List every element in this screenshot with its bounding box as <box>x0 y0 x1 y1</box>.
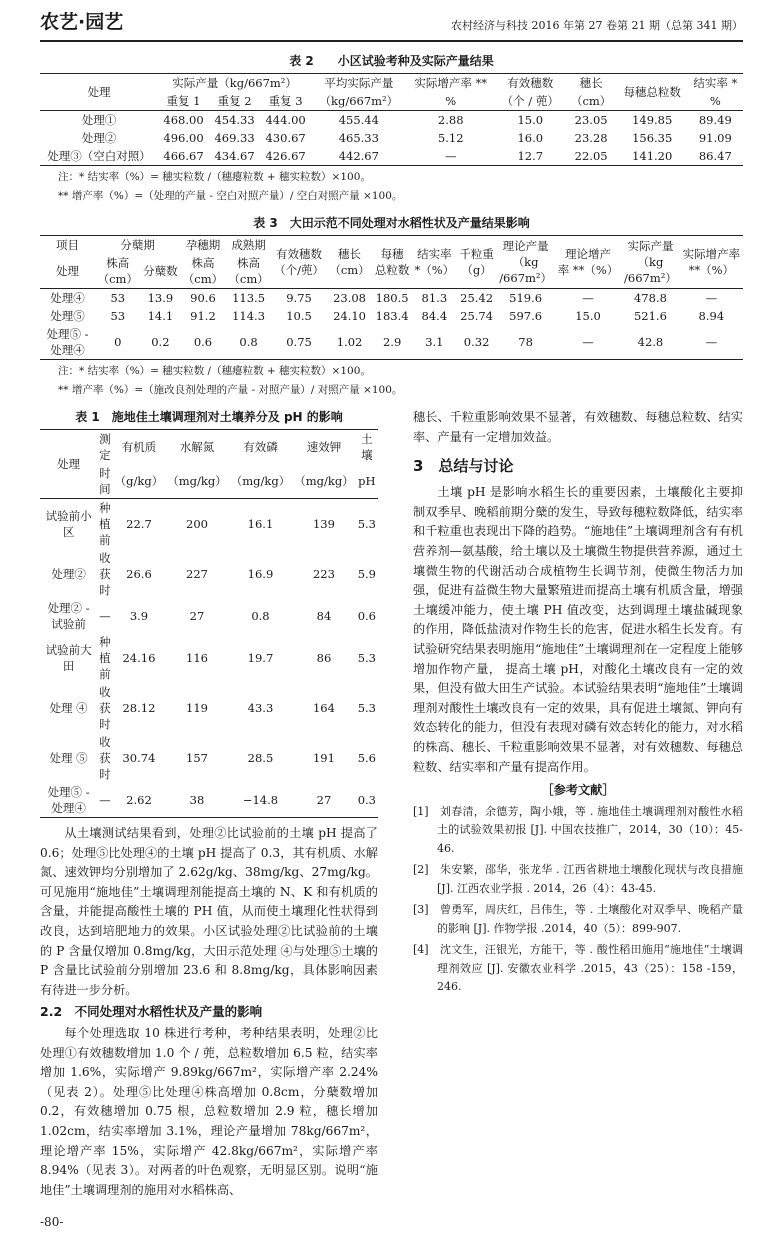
th: 测定 <box>99 432 111 462</box>
references-title: ［参考文献］ <box>541 783 615 798</box>
table-cell: 处理 ④ <box>49 701 88 715</box>
table-cell: 5.6 <box>357 751 376 765</box>
table-cell: 2.88 <box>437 113 464 127</box>
right-column <box>413 404 743 1200</box>
reference-item: [1] 刘春清，余德芳，陶小娥，等 . 施地佳土壤调理剂对酸性水稻土的试验效果初报 [J]. 中国农技推广，2014，30（10）：45-46. <box>413 804 743 855</box>
th: 实际产量（kg/667m²） <box>172 76 297 90</box>
table-cell: 13.9 <box>147 291 174 305</box>
table-cell: 0.3 <box>357 793 376 807</box>
th: 重复 1 <box>166 94 201 108</box>
th: 实际增产率 **（%） <box>682 247 741 277</box>
table-cell: 426.67 <box>265 149 306 163</box>
table-row <box>40 783 378 818</box>
th: 孕穗期 <box>185 238 221 252</box>
table-cell: 15.0 <box>517 113 544 127</box>
table-cell: 119 <box>186 701 208 715</box>
table-cell: 处理⑤ - 处理④ <box>46 327 89 357</box>
paragraph: 从土壤测试结果看到，处理②比试验前的土壤 pH 提高了 0.6；处理⑤比处理④的土壤 pH 提高了 0.3，其有机质、水解氮、速效钾均分别增加了 2.62g/kg、38mg/kg、27mg/kg。可见施用“施地佳”土壤调理剂能提高土壤的 N、K 和有机质的含量，并能提高酸性土壤的 PH 值，从而使土壤理化性状得到改良，达到培肥地力的效果。小区试验处理②比试验前的土壤的 P 含量仅增加 0.8mg/kg，大田示范处理 ④与处理⑤土壤的 P 含量比试验前分别增加 23.6 和 8.8mg/kg，具体影响因素有待进一步分析。 <box>40 826 378 997</box>
table-cell: 191 <box>312 751 335 765</box>
reference-item: [2] 朱安繁，邵华，张龙华 . 江西省耕地土壤酸化现状与改良措施 [J]. 江西农业学报 . 2014，26（4）：43-45. <box>413 863 743 895</box>
th: 平均实际产量 <box>324 76 394 90</box>
table-cell: 469.33 <box>214 131 255 145</box>
th: 株高 （cm） <box>97 256 138 286</box>
table-cell: 0.75 <box>286 335 312 349</box>
table-cell: 43.3 <box>247 701 274 715</box>
table-cell: 27 <box>189 609 205 623</box>
table-cell: 28.12 <box>122 701 156 715</box>
th: （g/kg） <box>114 474 164 488</box>
table-cell: 183.4 <box>375 309 409 323</box>
table-cell: 86 <box>316 651 332 665</box>
table-cell: 收获时 <box>99 735 111 781</box>
table3-note-1: 注：* 结实率（%）= 穗实粒数 /（穗瘪粒数 + 穗实粒数）×100。 <box>58 365 371 377</box>
table-cell: — <box>705 335 718 349</box>
th: 重复 3 <box>268 94 303 108</box>
table-cell: 519.6 <box>509 291 543 305</box>
table-cell: 38 <box>189 793 205 807</box>
table-cell: 24.16 <box>122 651 156 665</box>
th: （mg/kg） <box>167 474 227 488</box>
table-cell: 223 <box>312 567 335 581</box>
table-cell: 53 <box>110 309 126 323</box>
th: 每穗总粒数 <box>623 85 681 99</box>
two-column-body <box>40 404 743 1200</box>
table-cell: 5.3 <box>357 651 376 665</box>
th: 有效穗数 （个/蔸） <box>274 247 324 277</box>
table-row <box>40 633 378 683</box>
th: 重复 2 <box>217 94 252 108</box>
table-cell: 24.10 <box>333 309 366 323</box>
table-cell: 处理② <box>81 131 117 145</box>
th: 分蘖期 <box>120 238 155 252</box>
table-cell: 处理② - 试验前 <box>47 601 90 631</box>
th: （mg/kg） <box>294 474 354 488</box>
table-cell: 10.5 <box>286 309 312 323</box>
paragraph: 穗长、千粒重影响效果不显著，有效穗数、每穗总粒数、结实率、产量有一定增加效益。 <box>413 410 743 444</box>
paragraph: 土壤 pH 是影响水稻生长的重要因素，土壤酸化主要抑制双季早、晚稻前期分蘖的发生，导致每穗粒数降低，结实率和千粒重也表现出下降的趋势。“施地佳”土壤调理剂含有有机营养剂—氨基酸，给土壤以及土壤微生物提供营养源，通过土壤微生物的代谢活动合成植物生长调节剂，使微生物活力加强，促进有益微生物大量繁殖进而提高土壤有机质含量，增强土壤缓冲能力，使土壤 PH 值改变，达到调理土壤盐碱现象的作用，降低盐渍对作物生长的危害，促进水稻生长发育。有试验研究结果表明施用“施地佳”土壤调理剂在一定程度上能够增加作物产量， 提高土壤 pH，对酸化土壤改良有一定的效果，但没有做大田生产试验。本试验结果表明“施地佳”土壤调理剂对酸性土壤改良有一定的效果，具有促进土壤氮、钾向有效态转化的能力，但没有表现对磷有效态转化的能力，对水稻的株高、穗长、千粒重影响效果不显著，对有效穗数、每穗总粒数、结实率和产量有提高作用。 <box>413 485 743 774</box>
paragraph: 每个处理选取 10 株进行考种，考种结果表明，处理②比处理①有效穗数增加 1.0 个 / 蔸，总粒数增加 6.5 粒，结实率增加 1.6%，实际增产 9.89kg/667m²，实际增产率 2.24%（见表 2）。处理⑤比处理④株高增加 0.8cm，分蘖数增加 0.2，有效穗增加 0.75 根，总粒数增加 2.9 粒，穗长增加 1.02cm，结实率增加 3.1%，理论产量增加 78kg/667m²，理论增产率 15%，实际增产 42.8kg/667m²，实际增产率 8.94%（见表 3）。对两者的叶色观察，无明显区别。说明“施地佳”土壤调理剂的施用对水稻株高、 <box>40 1025 378 1197</box>
table-cell: 处理⑤ <box>50 309 85 323</box>
table-cell: 116 <box>186 651 208 665</box>
table-cell: 16.0 <box>517 131 544 145</box>
table-cell: 9.75 <box>286 291 312 305</box>
table-cell: 22.05 <box>574 149 608 163</box>
table-cell: 处理① <box>81 113 117 127</box>
th: 实际产量 （kg /667m²） <box>624 239 677 285</box>
th: 处理 <box>87 85 111 99</box>
table-cell: 收获时 <box>99 685 111 731</box>
table-cell: 种植前 <box>99 501 111 547</box>
th: 结实率 * <box>693 76 738 90</box>
table-cell: 164 <box>312 701 335 715</box>
table-row <box>40 289 743 308</box>
th: 穗长 <box>579 76 603 90</box>
table-row <box>40 599 378 633</box>
table-cell: 444.00 <box>265 113 306 127</box>
table-cell: 试验前小区 <box>45 509 92 539</box>
table-cell: 90.6 <box>190 291 216 305</box>
table-cell: 84 <box>316 609 332 623</box>
table-cell: — <box>99 609 111 623</box>
th: 理论增产 率 **（%） <box>557 247 619 277</box>
th: 理论产量 （kg /667m²） <box>499 239 553 285</box>
table-cell: 27 <box>316 793 332 807</box>
table-cell: 1.02 <box>336 335 363 349</box>
table-cell: 5.12 <box>437 131 464 145</box>
journal-info: 农村经济与科技 2016 年第 27 卷第 21 期（总第 341 期） <box>451 19 743 32</box>
table-cell: — <box>705 291 718 305</box>
table-cell: 25.42 <box>460 291 494 305</box>
th: 株高 （cm） <box>228 256 269 286</box>
th: 千粒重 （g） <box>459 247 494 277</box>
table-cell: 0.2 <box>151 335 170 349</box>
table-cell: 25.74 <box>460 309 494 323</box>
table-cell: 19.7 <box>247 651 274 665</box>
table-cell: 3.9 <box>129 609 149 623</box>
table-cell: 0.6 <box>357 609 376 623</box>
table-cell: — <box>444 149 457 163</box>
th: 成熟期 <box>231 238 266 252</box>
th: 速效钾 <box>306 440 342 454</box>
table-cell: 141.20 <box>632 149 673 163</box>
th: 每穗 总粒数 <box>374 247 410 277</box>
table-cell: 157 <box>186 751 208 765</box>
th: 土壤 <box>361 432 373 462</box>
table-cell: 597.6 <box>509 309 543 323</box>
table-row <box>40 111 743 130</box>
table-cell: 2.62 <box>126 793 152 807</box>
table-cell: 收获时 <box>99 551 111 597</box>
table1 <box>40 429 378 818</box>
table-cell: 91.09 <box>698 131 732 145</box>
table-cell: 5.9 <box>357 567 376 581</box>
table-cell: 22.7 <box>126 517 152 531</box>
table1-block <box>40 408 378 818</box>
table-cell: 3.1 <box>425 335 444 349</box>
page-number: -80- <box>40 1215 64 1230</box>
table-cell: 5.3 <box>357 701 376 715</box>
table-cell: 23.28 <box>574 131 608 145</box>
table-cell: 149.85 <box>632 113 673 127</box>
th: 水解氮 <box>179 440 215 454</box>
table-cell: 23.05 <box>574 113 608 127</box>
section-title: 农艺·园艺 <box>40 11 124 33</box>
table-cell: 26.6 <box>126 567 152 581</box>
table2 <box>40 73 743 166</box>
table-cell: 84.4 <box>421 309 448 323</box>
th: % <box>445 94 457 108</box>
th: 项目 <box>56 238 79 252</box>
th: 实际增产率 ** <box>414 76 488 90</box>
table-cell: 89.49 <box>698 113 732 127</box>
table-cell: 28.5 <box>247 751 274 765</box>
table-cell: 430.67 <box>265 131 306 145</box>
page-header <box>40 10 743 42</box>
table2-note-2: ** 增产率（%）=（处理的产量 - 空白对照产量）/ 空白对照产量 ×100。 <box>58 190 403 202</box>
table-cell: 处理⑤ - 处理④ <box>47 785 90 815</box>
table-cell: 处理③（空白对照） <box>47 149 151 163</box>
table-cell: 78 <box>518 335 533 349</box>
table-row <box>40 499 378 550</box>
reference-item: [4] 沈文生，汪银光，方能干，等 . 酸性稻田施用“施地佳”土壤调理剂效应 [J]. 安徽农业科学 .2015，43（25）：158 -159，246. <box>413 943 743 994</box>
table-cell: 30.74 <box>122 751 156 765</box>
table-cell: 0 <box>114 335 122 349</box>
th: 株高 （cm） <box>182 256 224 286</box>
table-cell: 227 <box>186 567 208 581</box>
table2-note-1: 注：* 结实率（%）= 穗实粒数 /（穗瘪粒数 + 穗实粒数）×100。 <box>58 171 371 183</box>
table-cell: 53 <box>110 291 126 305</box>
th: 处理 <box>57 457 81 471</box>
table-cell: — <box>582 335 594 349</box>
th: 结实率 *（%） <box>414 247 455 277</box>
th: 时间 <box>99 466 111 496</box>
table-cell: 23.08 <box>333 291 366 305</box>
table-cell: 5.3 <box>357 517 376 531</box>
table-cell: 试验前大田 <box>45 643 92 673</box>
table-row <box>40 129 743 147</box>
table-cell: 156.35 <box>632 131 673 145</box>
th: （个 / 蔸） <box>501 94 559 108</box>
table-cell: 处理② <box>51 567 86 581</box>
table-cell: 114.3 <box>232 309 266 323</box>
table-cell: 14.1 <box>147 309 174 323</box>
section-heading-3: 3 总结与讨论 <box>413 457 514 476</box>
table-cell: 15.0 <box>575 309 601 323</box>
table-cell: 521.6 <box>633 309 667 323</box>
table-cell: 0.32 <box>463 335 490 349</box>
th: （cm） <box>570 94 612 108</box>
table-cell: 42.8 <box>637 335 664 349</box>
table-cell: 0.8 <box>251 609 270 623</box>
table-cell: 8.94 <box>698 309 725 323</box>
table-cell: 处理④ <box>50 291 85 305</box>
table-cell: 454.33 <box>214 113 255 127</box>
section-heading-2-2: 2.2 不同处理对水稻性状及产量的影响 <box>40 1004 263 1020</box>
th: % <box>709 94 721 108</box>
th: 有效穗数 <box>507 76 554 90</box>
table-row <box>40 683 378 733</box>
th: pH <box>358 474 376 488</box>
table-cell: 0.6 <box>193 335 213 349</box>
table-cell: — <box>99 793 111 807</box>
table-row <box>40 733 378 783</box>
table3-title: 表 3 大田示范不同处理对水稻性状及产量结果影响 <box>253 216 530 230</box>
table-cell: 442.67 <box>338 149 379 163</box>
table-cell: 434.67 <box>214 149 255 163</box>
table-row <box>40 325 743 360</box>
th: 穗长 （cm） <box>329 247 370 277</box>
table-cell: 465.33 <box>338 131 379 145</box>
table1-title: 表 1 施地佳土壤调理剂对土壤养分及 pH 的影响 <box>75 410 343 424</box>
table-cell: −14.8 <box>242 793 279 807</box>
table-cell: 16.1 <box>247 517 274 531</box>
th: （kg/667m²） <box>319 94 399 108</box>
th: 分蘖数 <box>143 264 178 278</box>
table-cell: 16.9 <box>247 567 274 581</box>
th: 有机质 <box>121 440 157 454</box>
table-row <box>40 549 378 599</box>
table-cell: 468.00 <box>163 113 204 127</box>
table-cell: — <box>582 291 594 305</box>
table-cell: 139 <box>312 517 335 531</box>
th: 处理 <box>56 264 79 278</box>
table2-title: 表 2 小区试验考种及实际产量结果 <box>289 54 494 68</box>
table3 <box>40 235 743 360</box>
th: （mg/kg） <box>230 474 291 488</box>
th: 有效磷 <box>243 440 278 454</box>
table-cell: 466.67 <box>163 149 204 163</box>
table3-note-2: ** 增产率（%）=（施改良剂处理的产量 - 对照产量）/ 对照产量 ×100。 <box>58 384 403 396</box>
table-cell: 91.2 <box>190 309 216 323</box>
table-row <box>40 147 743 166</box>
table-cell: 180.5 <box>375 291 409 305</box>
table-cell: 478.8 <box>633 291 667 305</box>
table-cell: 0.8 <box>239 335 258 349</box>
table-cell: 种植前 <box>99 635 111 681</box>
table-cell: 81.3 <box>421 291 448 305</box>
table-cell: 200 <box>186 517 208 531</box>
left-column <box>40 404 378 1200</box>
table-cell: 496.00 <box>163 131 204 145</box>
table-cell: 455.44 <box>338 113 379 127</box>
table-cell: 12.7 <box>517 149 544 163</box>
reference-item: [3] 曾勇军，周庆红，吕伟生，等 . 土壤酸化对双季早、晚稻产量的影响 [J]. 作物学报 .2014，40（5）：899-907. <box>413 903 743 935</box>
table-row <box>40 307 743 325</box>
table-cell: 处理 ⑤ <box>49 751 88 765</box>
table-cell: 113.5 <box>232 291 266 305</box>
table-cell: 2.9 <box>382 335 402 349</box>
table-cell: 86.47 <box>698 149 732 163</box>
